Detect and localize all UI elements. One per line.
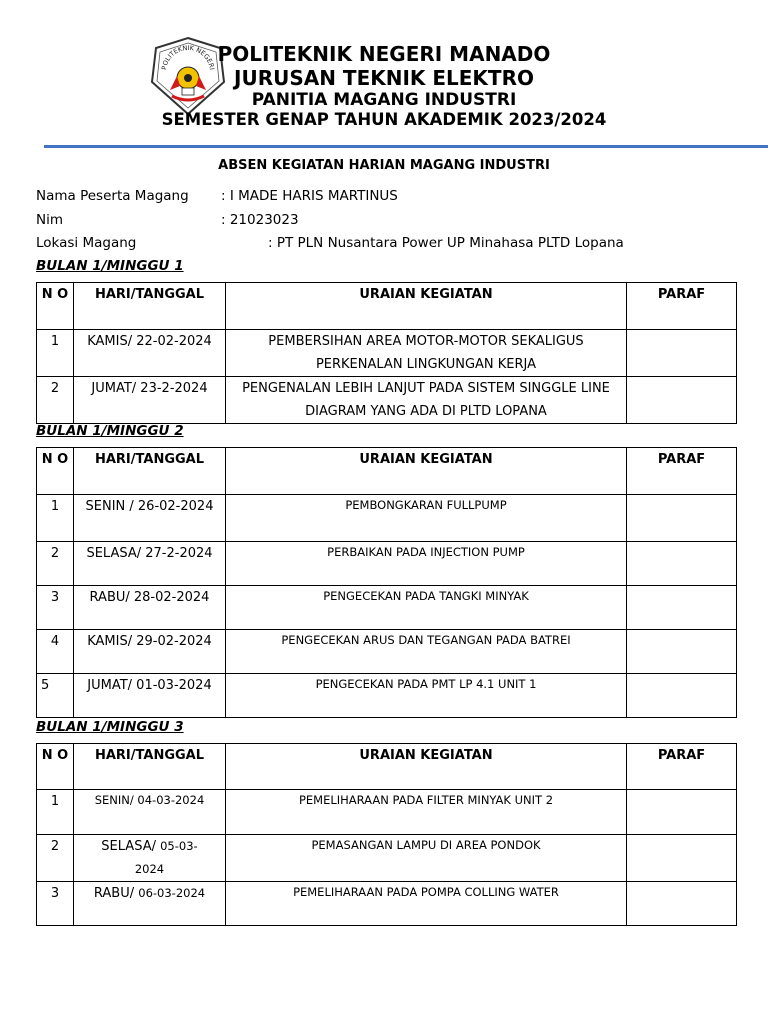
row-date	[74, 835, 226, 882]
col-date-header: HARI/TANGGAL	[74, 744, 226, 790]
location-value: : PT PLN Nusantara Power UP Minahasa PLTD Lopana	[268, 235, 624, 251]
institution-name: POLITEKNIK NEGERI MANADO	[217, 42, 551, 66]
row-activity: PENGENALAN LEBIH LANJUT PADA SISTEM SINGGLE LINE DIAGRAM YANG ADA DI PLTD LOPANA	[226, 377, 627, 424]
row-no: 1	[37, 330, 74, 377]
week-2-title: BULAN 1/MINGGU 2	[36, 423, 184, 439]
table-row	[37, 882, 737, 926]
row-date: SELASA/ 27-2-2024	[74, 542, 226, 586]
row-activity: PENGECEKAN PADA PMT LP 4.1 UNIT 1	[226, 674, 627, 718]
row-signature	[627, 377, 737, 424]
committee-name: PANITIA MAGANG INDUSTRI	[251, 90, 517, 110]
week-3-title: BULAN 1/MINGGU 3	[36, 719, 184, 735]
row-no: 4	[37, 630, 74, 674]
date-year: 2024	[134, 862, 165, 876]
table-row	[37, 674, 737, 718]
row-activity: PEMBERSIHAN AREA MOTOR-MOTOR SEKALIGUS PERKENALAN LINGKUNGAN KERJA	[226, 330, 627, 377]
row-signature	[627, 835, 737, 882]
table-row	[37, 542, 737, 586]
row-activity: PEMBONGKARAN FULLPUMP	[226, 495, 627, 542]
col-no-header: N O	[37, 448, 74, 495]
row-date: KAMIS/ 22-02-2024	[74, 330, 226, 377]
table-header-row	[37, 448, 737, 495]
row-date: JUMAT/ 01-03-2024	[74, 674, 226, 718]
table-row	[37, 835, 737, 882]
name-value: : I MADE HARIS MARTINUS	[221, 188, 398, 204]
row-no: 1	[37, 790, 74, 835]
date-day: SELASA/	[101, 839, 156, 854]
row-no: 3	[37, 882, 74, 926]
week-1-title: BULAN 1/MINGGU 1	[36, 258, 184, 274]
row-signature	[627, 790, 737, 835]
department-name: JURUSAN TEKNIK ELEKTRO	[234, 66, 534, 90]
row-no: 3	[37, 586, 74, 630]
col-activity-header: URAIAN KEGIATAN	[226, 283, 627, 330]
col-no-header: N O	[37, 283, 74, 330]
row-date	[74, 882, 226, 926]
row-signature	[627, 542, 737, 586]
row-no: 2	[37, 835, 74, 882]
table-row	[37, 790, 737, 835]
row-no: 1	[37, 495, 74, 542]
col-date-header: HARI/TANGGAL	[74, 448, 226, 495]
nim-value: : 21023023	[221, 212, 299, 228]
attendance-table-week-1	[36, 282, 737, 424]
header-divider	[44, 145, 768, 148]
row-signature	[627, 495, 737, 542]
row-activity: PERBAIKAN PADA INJECTION PUMP	[226, 542, 627, 586]
table-row	[37, 495, 737, 542]
row-signature	[627, 586, 737, 630]
nim-label: Nim	[36, 212, 63, 228]
semester-title: SEMESTER GENAP TAHUN AKADEMIK 2023/2024	[161, 110, 607, 129]
table-header-row	[37, 283, 737, 330]
table-row	[37, 377, 737, 424]
col-date-header: HARI/TANGGAL	[74, 283, 226, 330]
date-day: RABU/	[93, 886, 135, 901]
col-signature-header: PARAF	[627, 283, 737, 330]
col-no-header: N O	[37, 744, 74, 790]
row-signature	[627, 330, 737, 377]
col-signature-header: PARAF	[627, 448, 737, 495]
row-activity: PEMELIHARAAN PADA POMPA COLLING WATER	[226, 882, 627, 926]
table-header-row	[37, 744, 737, 790]
table-row	[37, 630, 737, 674]
table-row	[37, 586, 737, 630]
date-part: 05-03-	[160, 839, 198, 853]
name-label: Nama Peserta Magang	[36, 188, 189, 204]
table-row	[37, 330, 737, 377]
attendance-table-week-2	[36, 447, 737, 718]
row-activity: PEMASANGAN LAMPU DI AREA PONDOK	[226, 835, 627, 882]
date-part: 06-03-2024	[138, 886, 206, 900]
row-date: SENIN/ 04-03-2024	[74, 790, 226, 835]
row-activity: PENGECEKAN PADA TANGKI MINYAK	[226, 586, 627, 630]
col-activity-header: URAIAN KEGIATAN	[226, 744, 627, 790]
row-activity: PEMELIHARAAN PADA FILTER MINYAK UNIT 2	[226, 790, 627, 835]
col-signature-header: PARAF	[627, 744, 737, 790]
row-date: KAMIS/ 29-02-2024	[74, 630, 226, 674]
logo-text: POLITEKNIK NEGERI	[160, 43, 216, 71]
row-signature	[627, 630, 737, 674]
row-date: RABU/ 28-02-2024	[74, 586, 226, 630]
document-title: ABSEN KEGIATAN HARIAN MAGANG INDUSTRI	[218, 158, 550, 173]
col-activity-header: URAIAN KEGIATAN	[226, 448, 627, 495]
row-date: SENIN / 26-02-2024	[74, 495, 226, 542]
row-signature	[627, 674, 737, 718]
row-no: 5	[37, 674, 74, 718]
row-no: 2	[37, 377, 74, 424]
row-signature	[627, 882, 737, 926]
row-activity: PENGECEKAN ARUS DAN TEGANGAN PADA BATREI	[226, 630, 627, 674]
location-label: Lokasi Magang	[36, 235, 137, 251]
attendance-table-week-3	[36, 743, 737, 926]
row-no: 2	[37, 542, 74, 586]
row-date: JUMAT/ 23-2-2024	[74, 377, 226, 424]
